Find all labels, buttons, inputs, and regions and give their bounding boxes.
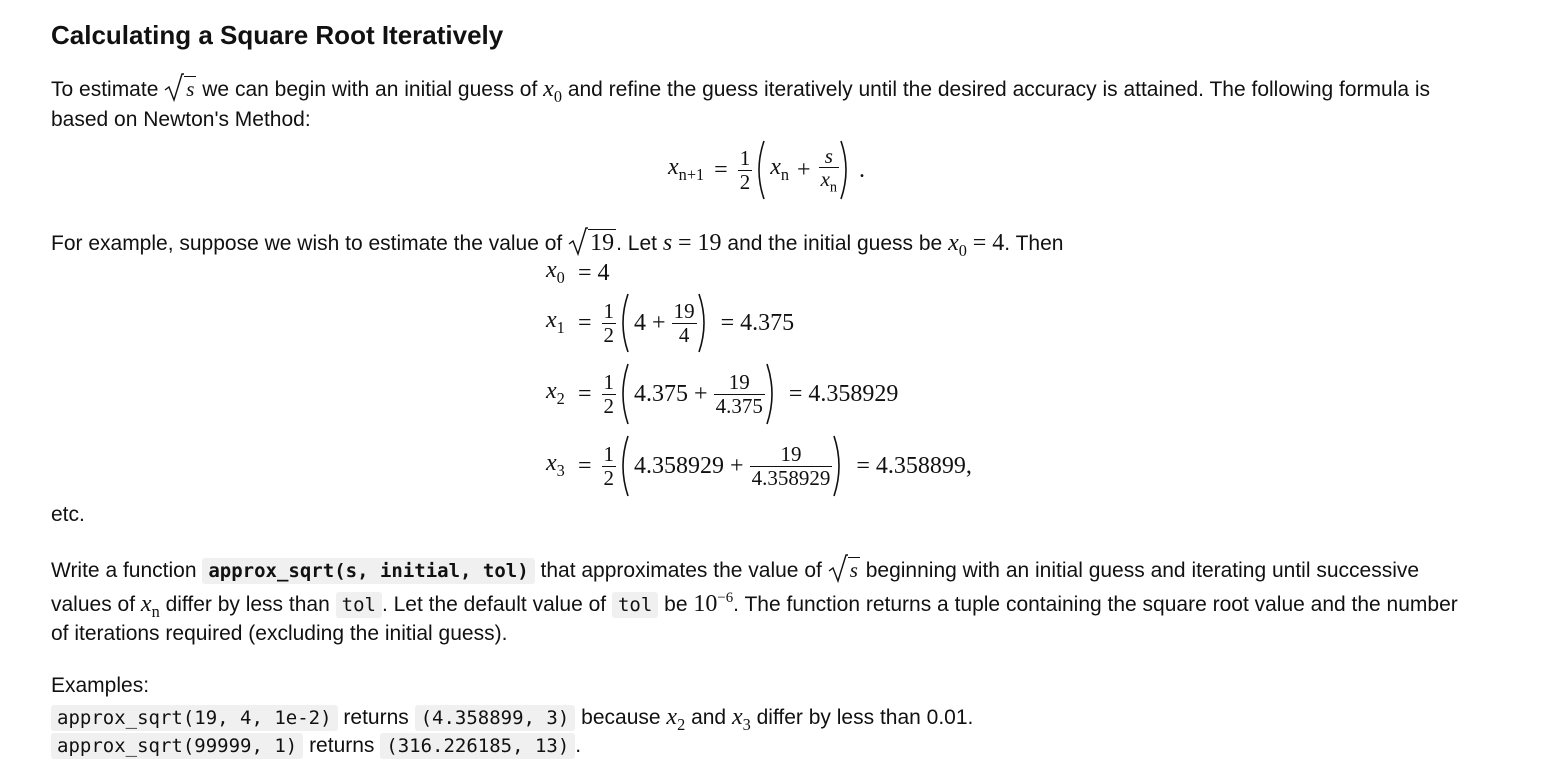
sqrt-s xyxy=(164,72,196,102)
step-x3: $x_3$ = $\frac{1}{2}$ 4.358929 + $\frac{19}{4.358929}$ = 4.358899, xyxy=(546,434,972,498)
right-paren-icon xyxy=(832,434,846,498)
s-value: = 19 xyxy=(678,230,722,256)
task-line-1 xyxy=(51,553,1419,583)
s-over-xn-fraction: $\frac{s}{x_n}$ xyxy=(820,143,838,196)
left-paren-icon xyxy=(616,292,630,354)
half-fraction: $\frac{1}{2}$ xyxy=(739,146,751,194)
step-x0: $x_0$ = 4 xyxy=(546,257,610,288)
example-call: approx_sqrt(19, 4, 1e-2) xyxy=(51,705,338,731)
sqrt-arg: s xyxy=(186,77,195,101)
example-text: and xyxy=(691,706,727,729)
intro-line-2: based on Newton's Method: xyxy=(51,108,311,131)
sqrt-s xyxy=(828,553,860,583)
intro-text: we can begin with an initial guess of xyxy=(202,78,538,101)
newton-formula xyxy=(668,138,865,202)
ten-power: $10^{-6}$ xyxy=(693,590,734,618)
period: . xyxy=(575,734,582,757)
equals-sign: = xyxy=(714,156,728,183)
task-text: be xyxy=(664,593,688,617)
etc-text: etc. xyxy=(51,503,85,526)
example-text: . Then xyxy=(1004,232,1064,255)
example-line xyxy=(51,226,1063,261)
example-text: . Let xyxy=(616,232,657,255)
x0-var: $x_0$ xyxy=(543,76,562,107)
task-text: differ by less than xyxy=(165,593,330,617)
function-signature: approx_sqrt(s, initial, tol) xyxy=(202,558,534,584)
task-text: . The function returns a tuple containing the square root value and the number xyxy=(733,593,1458,617)
sqrt-arg: 19 xyxy=(590,230,615,256)
plus-sign: + xyxy=(797,156,811,183)
x3-var: $x_3$ xyxy=(731,704,751,735)
task-line-3: of iterations required (excluding the initial guess). xyxy=(51,622,508,645)
s-var: s xyxy=(662,230,673,256)
task-text: that approximates the value of xyxy=(540,559,822,582)
task-text: . Let the default value of xyxy=(381,593,607,617)
task-text: values of xyxy=(51,593,136,617)
example-1 xyxy=(51,704,973,735)
x0-value: = 4 xyxy=(972,230,1005,256)
left-paren-icon xyxy=(616,434,630,498)
xn-var: $x_n$ xyxy=(140,591,160,622)
example-text: For example, suppose we wish to estimate the value of xyxy=(51,232,563,255)
task-text: Write a function xyxy=(51,559,197,582)
step-x1: $x_1$ = $\frac{1}{2}$ 4 + $\frac{19}{4}$ = 4.375 xyxy=(546,292,794,354)
right-paren-icon xyxy=(839,139,853,201)
right-paren-icon xyxy=(697,292,711,354)
examples-heading: Examples: xyxy=(51,674,150,697)
example-text: because xyxy=(581,706,661,729)
formula-lhs: $x_{n+1}$ xyxy=(668,154,705,185)
formula-xn: $x_n$ xyxy=(770,154,790,185)
returns-text: returns xyxy=(343,706,409,729)
example-call: approx_sqrt(99999, 1) xyxy=(51,733,303,759)
intro-text: To estimate xyxy=(51,78,159,101)
period: . xyxy=(859,156,866,183)
returns-text: returns xyxy=(309,734,375,757)
example-result: (316.226185, 13) xyxy=(380,733,575,759)
x2-var: $x_2$ xyxy=(666,704,686,735)
intro-line-1 xyxy=(51,72,1430,107)
tol-code: tol xyxy=(612,592,658,618)
example-text: and the initial guess be xyxy=(727,232,943,255)
example-2 xyxy=(51,734,581,758)
sqrt-19 xyxy=(568,226,616,257)
left-paren-icon xyxy=(616,362,630,426)
task-line-2 xyxy=(51,590,1458,622)
x0-var: $x_0$ xyxy=(948,230,967,261)
step-x2: $x_2$ = $\frac{1}{2}$ 4.375 + $\frac{19}{4.375}$ = 4.358929 xyxy=(546,362,898,426)
intro-text: and refine the guess iteratively until the desired accuracy is attained. The following formula is xyxy=(567,78,1431,101)
task-text: beginning with an initial guess and iterating until successive xyxy=(865,559,1420,582)
tol-code: tol xyxy=(336,592,382,618)
left-paren-icon xyxy=(752,139,766,201)
page-title: Calculating a Square Root Iteratively xyxy=(51,20,504,50)
example-text: differ by less than 0.01. xyxy=(756,706,974,729)
example-result: (4.358899, 3) xyxy=(415,705,576,731)
sqrt-arg: s xyxy=(849,558,858,582)
right-paren-icon xyxy=(765,362,779,426)
